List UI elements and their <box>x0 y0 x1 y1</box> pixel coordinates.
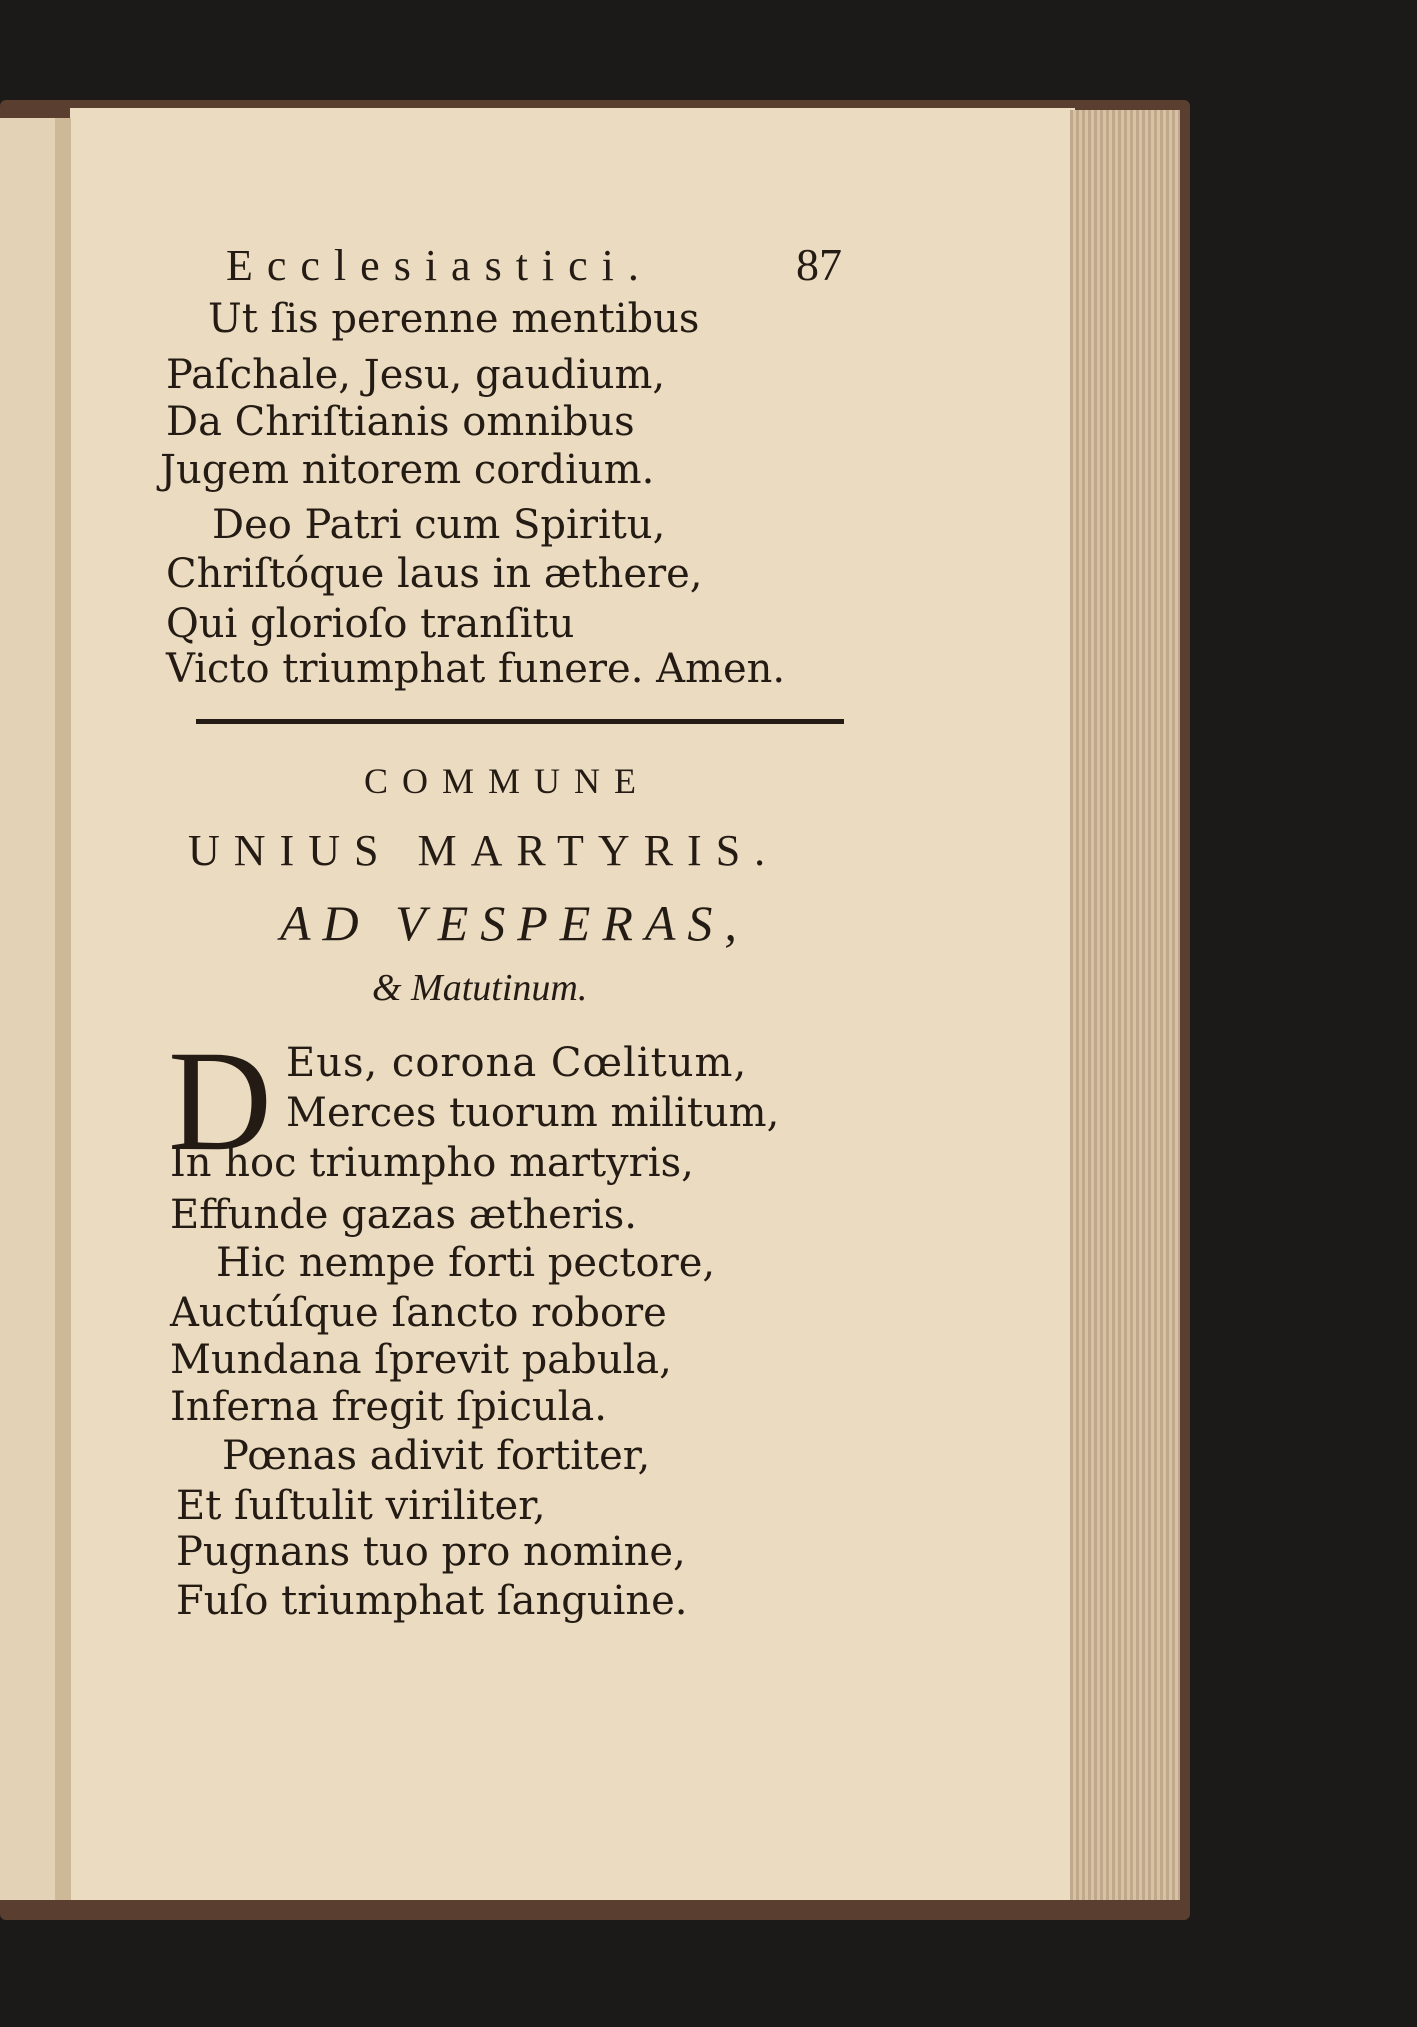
verse-line: Mundana ſprevit pabula, <box>170 1337 672 1383</box>
verse-line: Inferna fregit ſpicula. <box>170 1384 607 1430</box>
drop-cap: D <box>168 1022 272 1181</box>
section-title-commune: COMMUNE <box>364 761 651 801</box>
section-title-vesperas: AD VESPERAS, <box>280 895 749 951</box>
verse-line: Chriſtóque laus in æthere, <box>166 551 703 597</box>
verse-line: Jugem nitorem cordium. <box>160 447 655 493</box>
section-title-martyris: UNIUS MARTYRIS. <box>188 826 780 875</box>
verse-line: Merces tuorum militum, <box>286 1090 780 1136</box>
verse-line: Auctúſque ſancto robore <box>170 1290 667 1336</box>
verse-line: Ut ſis perenne mentibus <box>208 296 700 342</box>
verse-line: Paſchale, Jesu, gaudium, <box>166 352 666 398</box>
verse-line: Deo Patri cum Spiritu, <box>212 502 666 548</box>
verse-line: Fuſo triumphat ſanguine. <box>176 1578 688 1624</box>
verse-line: Pœnas adivit fortiter, <box>222 1433 651 1479</box>
verse-line: Effunde gazas ætheris. <box>170 1192 638 1238</box>
verse-line: Victo triumphat funere. Amen. <box>166 646 786 692</box>
verse-line: Hic nempe forti pectore, <box>216 1240 716 1286</box>
page-number: 87 <box>796 239 842 290</box>
verse-line: Qui glorioſo tranſitu <box>166 601 575 647</box>
verse-line: Pugnans tuo pro nomine, <box>176 1529 686 1575</box>
verse-line: Da Chriſtianis omnibus <box>166 399 635 445</box>
verse-line: Eus, corona Cœlitum, <box>286 1040 748 1086</box>
verse-line: Et ſuſtulit viriliter, <box>176 1483 546 1529</box>
verse-line: In hoc triumpho martyris, <box>170 1140 694 1186</box>
running-title: Ecclesiastici. <box>226 241 653 290</box>
section-divider <box>196 719 844 724</box>
section-title-matutinum: & Matutinum. <box>372 967 588 1009</box>
